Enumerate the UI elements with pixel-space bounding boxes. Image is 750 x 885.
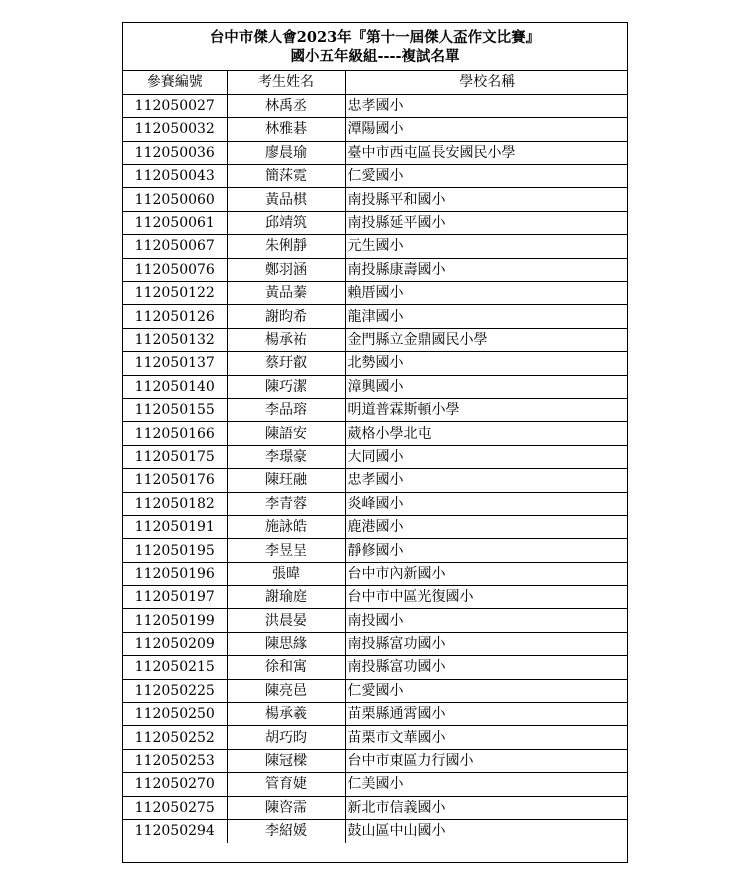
entry-number: 112050027: [123, 94, 227, 117]
candidate-name: 陳巧潔: [227, 375, 345, 398]
school-name: 靜修國小: [345, 539, 627, 562]
table-row: [123, 820, 627, 843]
table-row: [123, 398, 627, 421]
entry-number: 112050060: [123, 188, 227, 211]
entry-number: 112050252: [123, 726, 227, 749]
table-row: [123, 539, 627, 562]
school-name: 北勢國小: [345, 352, 627, 375]
school-name: 葳格小學北屯: [345, 422, 627, 445]
candidate-name: 李紹媛: [227, 820, 345, 843]
candidate-name: 陳玨融: [227, 469, 345, 492]
column-header-school: 學校名稱: [345, 71, 627, 94]
candidate-name: 廖晨瑜: [227, 141, 345, 164]
entry-number: 112050132: [123, 328, 227, 351]
entry-number: 112050250: [123, 703, 227, 726]
entry-number: 112050199: [123, 609, 227, 632]
table-row: [123, 609, 627, 632]
entry-number: 112050076: [123, 258, 227, 281]
school-name: 台中市東區力行國小: [345, 749, 627, 772]
candidate-name: 陳語安: [227, 422, 345, 445]
entry-number: 112050225: [123, 679, 227, 702]
entry-number: 112050175: [123, 445, 227, 468]
school-name: 明道普霖斯頓小學: [345, 398, 627, 421]
candidate-name: 林雅碁: [227, 118, 345, 141]
table-row: [123, 773, 627, 796]
column-header-id: 參賽編號: [123, 71, 227, 94]
school-name: 炎峰國小: [345, 492, 627, 515]
candidate-name: 簡莯霓: [227, 165, 345, 188]
document-title: [123, 23, 627, 71]
school-name: 金門縣立金鼎國民小學: [345, 328, 627, 351]
table-row: [123, 422, 627, 445]
candidate-name: 謝昀希: [227, 305, 345, 328]
candidate-name: 李品瑢: [227, 398, 345, 421]
school-name: 鼓山區中山國小: [347, 823, 446, 840]
candidate-name: 陳咨霈: [227, 796, 345, 819]
school-name: 漳興國小: [345, 375, 627, 398]
candidate-name: 邱靖筑: [227, 211, 345, 234]
entry-number: 112050209: [123, 632, 227, 655]
school-name: 南投縣富功國小: [345, 656, 627, 679]
school-name: 南投縣延平國小: [345, 211, 627, 234]
table-row: [123, 726, 627, 749]
table-row: [123, 562, 627, 585]
entry-number: 112050043: [123, 165, 227, 188]
candidate-name: 楊承祐: [227, 328, 345, 351]
table-row: [123, 258, 627, 281]
entry-number: 112050270: [123, 773, 227, 796]
entry-number: 112050182: [123, 492, 227, 515]
table-row: [123, 375, 627, 398]
entry-number: 112050067: [123, 235, 227, 258]
table-row: [123, 328, 627, 351]
school-name: 南投國小: [345, 609, 627, 632]
candidate-name: 李青蓉: [227, 492, 345, 515]
entry-number: 112050061: [123, 211, 227, 234]
entry-number: 112050126: [123, 305, 227, 328]
candidate-name: 施詠皓: [227, 515, 345, 538]
candidate-name: 張暐: [227, 562, 345, 585]
school-name: 台中市內新國小: [345, 562, 627, 585]
candidate-name: 楊承羲: [227, 703, 345, 726]
table-row: [123, 796, 627, 819]
table-row: [123, 703, 627, 726]
table-row: [123, 211, 627, 234]
entry-number: 112050195: [123, 539, 227, 562]
school-name: 潭陽國小: [345, 118, 627, 141]
table-row: [123, 632, 627, 655]
table-row: [123, 94, 627, 117]
table-row: [123, 469, 627, 492]
entry-number: 112050140: [123, 375, 227, 398]
candidate-name: 陳亮邑: [227, 679, 345, 702]
table-row: [123, 282, 627, 305]
table-row: [123, 515, 627, 538]
entry-number: 112050166: [123, 422, 227, 445]
school-name: 苗栗市文華國小: [345, 726, 627, 749]
school-name: 仁美國小: [345, 773, 627, 796]
entry-number: 112050197: [123, 586, 227, 609]
school-name: 臺中市西屯區長安國民小學: [345, 141, 627, 164]
school-name: 賴厝國小: [345, 282, 627, 305]
table-row: [123, 749, 627, 772]
entry-number: 112050196: [123, 562, 227, 585]
table-row: [123, 235, 627, 258]
table-header-row: [123, 71, 627, 94]
candidate-name: 胡巧昀: [227, 726, 345, 749]
school-name: 鹿港國小: [345, 515, 627, 538]
column-header-name: 考生姓名: [227, 71, 345, 94]
candidate-table: [123, 71, 627, 843]
candidate-name: 管育婕: [227, 773, 345, 796]
school-name: 大同國小: [345, 445, 627, 468]
school-name: 仁愛國小: [345, 679, 627, 702]
table-row: [123, 188, 627, 211]
entry-number: 112050137: [123, 352, 227, 375]
candidate-name: 鄭羽涵: [227, 258, 345, 281]
candidate-name: 李璟豪: [227, 445, 345, 468]
table-row: [123, 141, 627, 164]
school-name: 忠孝國小: [345, 469, 627, 492]
candidate-name: 黃品蓁: [227, 282, 345, 305]
entry-number: 112050122: [123, 282, 227, 305]
school-name: 仁愛國小: [345, 165, 627, 188]
table-row: [123, 656, 627, 679]
entry-number: 112050294: [123, 820, 227, 843]
table-row: [123, 492, 627, 515]
school-name: 台中市中區光復國小: [345, 586, 627, 609]
table-row: [123, 118, 627, 141]
table-row: [123, 679, 627, 702]
table-row: [123, 586, 627, 609]
table-row: [123, 165, 627, 188]
candidate-name: 謝瑜庭: [227, 586, 345, 609]
school-name: 南投縣平和國小: [345, 188, 627, 211]
entry-number: 112050036: [123, 141, 227, 164]
table-row: [123, 352, 627, 375]
school-name: 忠孝國小: [345, 94, 627, 117]
school-name: 南投縣康壽國小: [345, 258, 627, 281]
candidate-name: 林禹丞: [227, 94, 345, 117]
candidate-name: 朱俐靜: [227, 235, 345, 258]
school-name: 苗栗縣通霄國小: [345, 703, 627, 726]
candidate-name: 徐和寓: [227, 656, 345, 679]
title-line-2: 國小五年級組----複試名單: [290, 48, 460, 65]
entry-number: 112050032: [123, 118, 227, 141]
title-line-1: 台中市傑人會2023年『第十一屆傑人盃作文比賽』: [209, 29, 541, 46]
school-name: 南投縣富功國小: [345, 632, 627, 655]
candidate-name: 陳思緣: [227, 632, 345, 655]
entry-number: 112050215: [123, 656, 227, 679]
school-name: 龍津國小: [345, 305, 627, 328]
candidate-name: 李昱呈: [227, 539, 345, 562]
entry-number: 112050191: [123, 515, 227, 538]
candidate-name: 黃品棋: [227, 188, 345, 211]
school-name: 元生國小: [345, 235, 627, 258]
entry-number: 112050176: [123, 469, 227, 492]
school-name: 新北市信義國小: [345, 796, 627, 819]
candidate-name: 蔡玗叡: [227, 352, 345, 375]
entry-number: 112050253: [123, 749, 227, 772]
table-row: [123, 305, 627, 328]
entry-number: 112050155: [123, 398, 227, 421]
candidate-name: 洪晨晏: [227, 609, 345, 632]
candidate-name: 陳冠樑: [227, 749, 345, 772]
entry-number: 112050275: [123, 796, 227, 819]
table-row: [123, 445, 627, 468]
results-sheet: [122, 22, 628, 863]
